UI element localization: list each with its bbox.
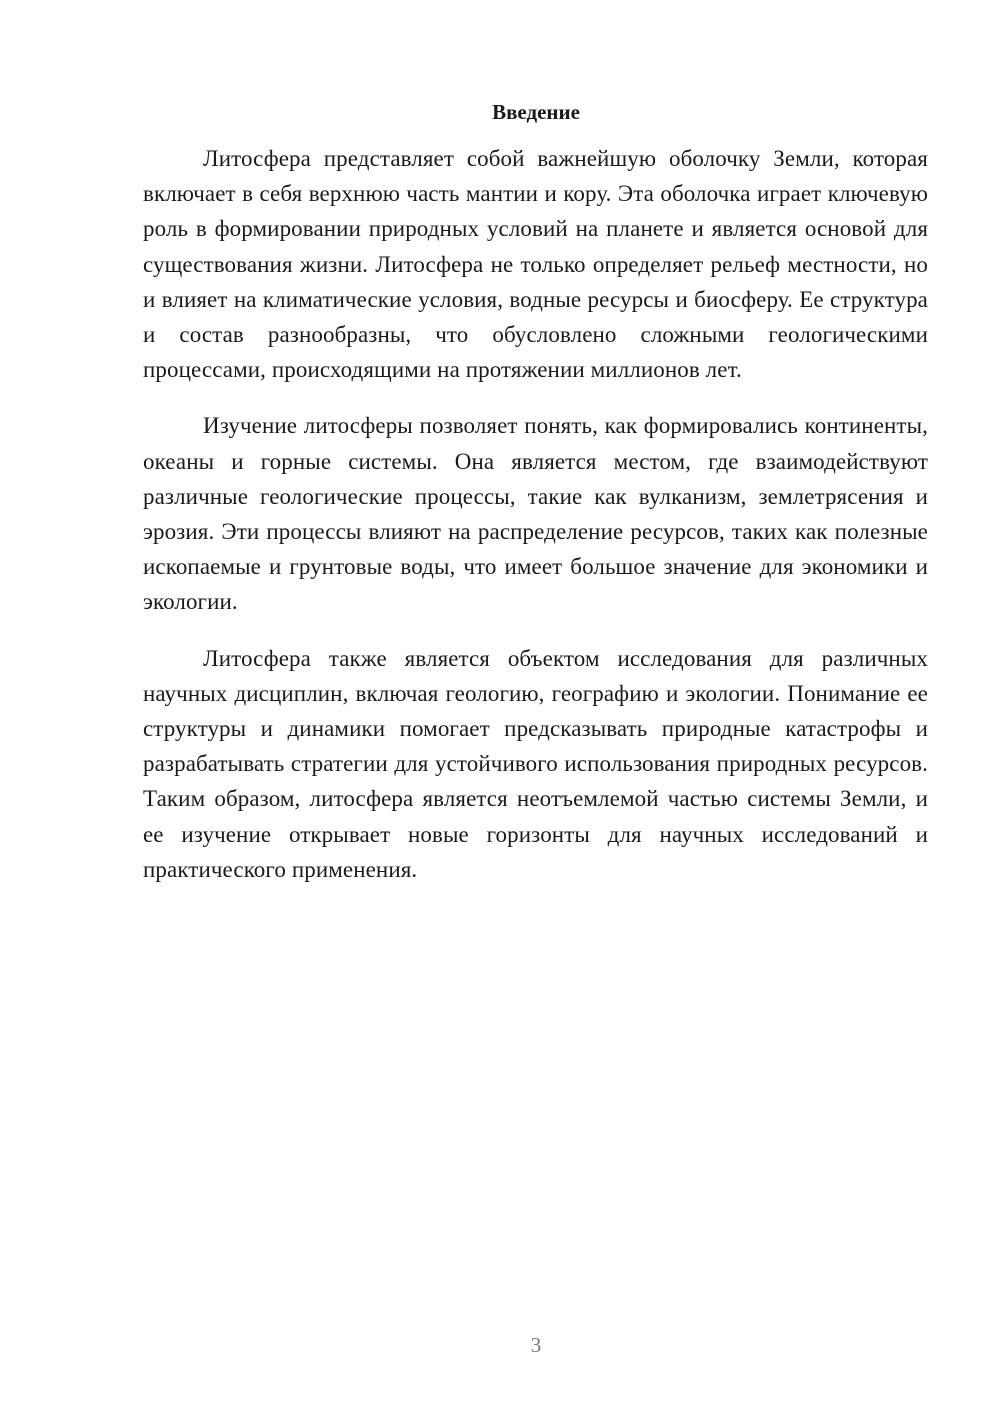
paragraph-3: Литосфера также является объектом исследования для различных научных дисциплин, включая геологию, географию и экологии. Понимание ее структуры и динамики помогает предсказывать природные катастрофы и разрабатывать стратегии для устойчивого использования природных ресурсов. Таким образом, литосфера является неотъемлемой частью системы Земли, и ее изучение открывает новые горизонты для научных исследований и практического применения.	[143, 645, 928, 882]
body-text	[143, 141, 928, 887]
section-heading: Введение	[492, 100, 580, 124]
paragraph-2: Изучение литосферы позволяет понять, как формировались континенты, океаны и горные системы. Она является местом, где взаимодействуют различные геологические процессы, такие как вулканизм, землетрясения и эрозия. Эти процессы влияют на распределение ресурсов, таких как полезные ископаемые и грунтовые воды, что имеет большое значение для экономики и экологии.	[143, 413, 928, 615]
page-number: 3	[530, 1333, 542, 1357]
paragraph-1: Литосфера представляет собой важнейшую оболочку Земли, которая включает в себя верхнюю часть мантии и кору. Эта оболочка играет ключевую роль в формировании природных условий на планете и является основой для существования жизни. Литосфера не только определяет рельеф местности, но и влияет на климатические условия, водные ресурсы и биосферу. Ее структура и состав разнообразны, что обусловлено сложными геологическими процессами, происходящими на протяжении миллионов лет.	[143, 146, 928, 383]
